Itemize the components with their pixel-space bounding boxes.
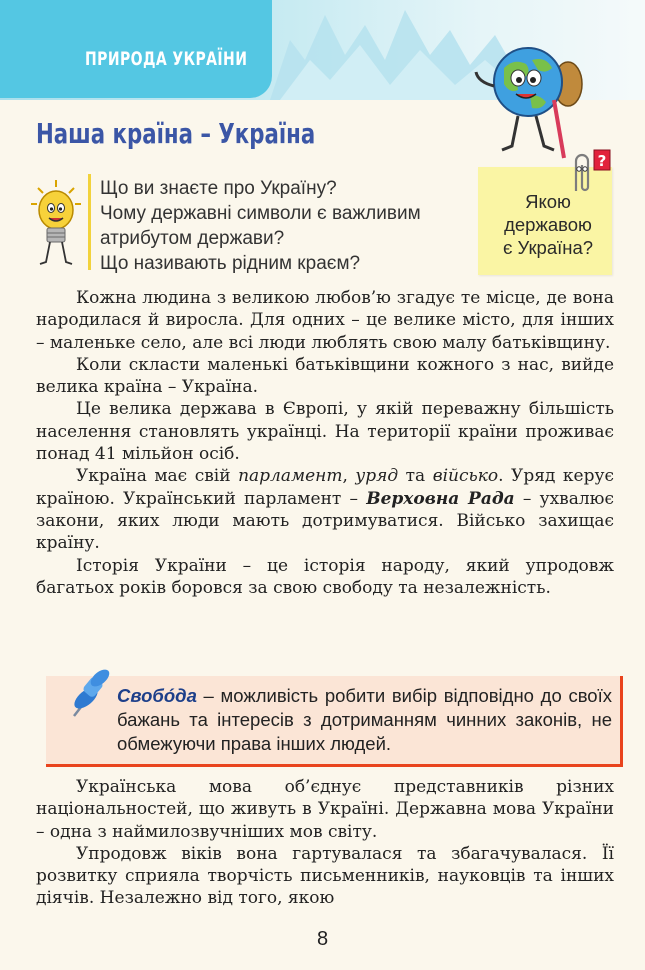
- sticky-line: є Україна?: [502, 237, 594, 258]
- paragraph: Упродовж віків вона гартувалася та збагачувалася. Її розвитку сприяла творчість письменників, науковців та інших діячів. Незалежно від того, якою: [36, 843, 614, 909]
- lightbulb-mascot-icon: [30, 178, 82, 268]
- term-parliament: парламент: [238, 466, 343, 487]
- question-line: Чому державні символи є важливим: [100, 203, 421, 224]
- definition-text: Свобóда – можливість робити вибір відповідно до своїх бажань та інтересів з дотриманням чинних законів, не обмежуючи права інших людей.: [117, 685, 612, 754]
- section-tab: [0, 0, 272, 98]
- main-text: [36, 287, 614, 599]
- paragraph: Коли скласти маленькі батьківщини кожного з нас, вийде велика країна – Україна.: [36, 354, 614, 398]
- term-government: уряд: [355, 466, 399, 487]
- paragraph: Це велика держава в Європі, у якій переважну більшість населення становлять українці. На території країни проживає понад 41 мільйон осіб.: [36, 399, 614, 465]
- questions-list: [100, 176, 460, 276]
- questions-bar: [88, 174, 91, 270]
- paragraph: Історія України – це історія народу, який упродовж багатьох років боровся за свою свободу та незалежність.: [36, 555, 614, 598]
- pushpin-icon: [56, 664, 118, 726]
- paperclip-mascot-icon: [566, 147, 616, 195]
- term-army: військо: [432, 466, 499, 487]
- definition-term: Свобóда: [117, 685, 197, 706]
- sticky-note-text: [492, 190, 604, 259]
- page-number: 8: [316, 928, 329, 950]
- question-badge: ?: [597, 152, 607, 170]
- question-line: атрибутом держави?: [100, 228, 285, 249]
- main-text-continued: [36, 776, 614, 910]
- lesson-title: Наша країна – Україна: [36, 117, 316, 150]
- paragraph: Україна має свій парламент, уряд та військо. Уряд керує країною. Український парламент – Верховна Рада – ухвалює закони, яких люди мають дотримуватися. Військо захищає країну.: [36, 466, 614, 554]
- paragraph: Кожна людина з великою любов’ю згадує те місце, де вона народилася й виросла. Для одних – це велике місто, для інших – маленьке село, але всі люди люблять свою малу батьківщину.: [36, 288, 614, 353]
- paragraph: Українська мова об’єднує представників різних національностей, що живуть в Україні. Державна мова України – одна з наймилозвучніших мов світу.: [36, 777, 614, 842]
- section-label: ПРИРОДА УКРАЇНИ: [85, 48, 248, 70]
- sticky-line: державою: [504, 214, 592, 235]
- sticky-line: Якою: [525, 191, 571, 212]
- term-verkhovna-rada: Верховна Рада: [366, 488, 515, 509]
- question-line: Що ви знаєте про Україну?: [100, 178, 337, 199]
- question-line: Що називають рідним краєм?: [100, 253, 361, 274]
